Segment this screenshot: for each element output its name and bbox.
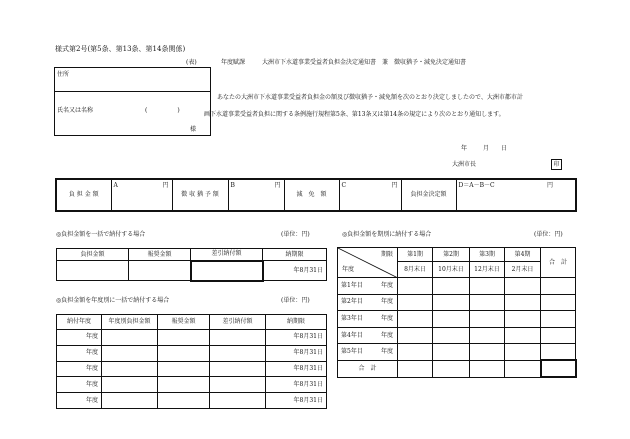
yearly-header: 年度別負担金額 bbox=[102, 315, 158, 330]
futan-label: 負 担 金 額 bbox=[56, 179, 111, 211]
yearly-year: 年度 bbox=[57, 377, 102, 393]
date-month: 月 bbox=[483, 145, 490, 152]
a-mark: A bbox=[113, 182, 118, 189]
c-yen: 円 bbox=[391, 182, 398, 189]
date-day: 日 bbox=[501, 145, 508, 152]
header-prefix: (表) bbox=[186, 59, 197, 66]
yearly-deadline: 年8月31日 bbox=[266, 393, 327, 409]
lump-table bbox=[56, 248, 327, 282]
sama-label: 様 bbox=[190, 126, 197, 133]
install-period: 第4期 bbox=[505, 248, 541, 262]
install-period: 第2期 bbox=[433, 248, 470, 262]
install-sum-label: 合 計 bbox=[338, 360, 398, 377]
menjo-label: 減 免 額 bbox=[284, 179, 339, 211]
lump-header: 納期限 bbox=[263, 249, 327, 261]
yearly-header: 納期限 bbox=[266, 315, 327, 330]
install-total-header: 合 計 bbox=[541, 248, 576, 278]
lump-header: 報奨金額 bbox=[129, 249, 191, 261]
formula: D＝A－B－C bbox=[458, 182, 495, 189]
header-year: 年度賦課 bbox=[221, 59, 246, 66]
install-row-label: 第2年目 bbox=[341, 298, 363, 306]
install-row-label: 第4年目 bbox=[341, 331, 363, 339]
install-kigen: 期限 bbox=[380, 251, 393, 258]
summary-table bbox=[55, 178, 577, 212]
name-paren: ( ) bbox=[145, 107, 180, 114]
d-yen: 円 bbox=[546, 182, 553, 189]
date-year: 年 bbox=[461, 145, 468, 152]
seal-mark: 印 bbox=[551, 159, 562, 170]
yearly-table bbox=[56, 314, 327, 409]
install-period: 第1期 bbox=[398, 248, 433, 262]
kettei-label: 負担金決定額 bbox=[401, 179, 456, 211]
install-date: 8月末日 bbox=[398, 262, 433, 278]
lump-header: 差引納付額 bbox=[191, 249, 263, 261]
install-corner bbox=[338, 248, 398, 278]
install-date: 10月末日 bbox=[433, 262, 470, 278]
yearly-title: ◎負担金額を年度別に一括で納付する場合 bbox=[56, 297, 170, 304]
install-period: 第3期 bbox=[470, 248, 505, 262]
lump-header: 負担金額 bbox=[57, 249, 129, 261]
yuyo-label: 徴 収 猶 予 額 bbox=[172, 179, 228, 211]
yearly-unit: (単位：円) bbox=[281, 297, 310, 304]
address-label: 住所 bbox=[57, 71, 70, 78]
yearly-deadline: 年8月31日 bbox=[266, 345, 327, 361]
address-box bbox=[54, 67, 211, 136]
install-nendo: 年度 bbox=[342, 266, 355, 273]
name-label: 氏名又は名称 bbox=[57, 107, 94, 114]
mayor-label: 大洲市長 bbox=[452, 161, 477, 168]
install-row-year: 年度 bbox=[380, 348, 393, 356]
yearly-deadline: 年8月31日 bbox=[266, 377, 327, 393]
install-date: 2月末日 bbox=[505, 262, 541, 278]
install-row-year: 年度 bbox=[380, 314, 393, 322]
install-title: ◎負担金額を期別に納付する場合 bbox=[342, 231, 432, 238]
install-table bbox=[337, 247, 577, 378]
lump-title: ◎負担金額を一括で納付する場合 bbox=[56, 231, 146, 238]
a-yen: 円 bbox=[162, 182, 169, 189]
install-row-year: 年度 bbox=[380, 281, 393, 289]
yearly-year: 年度 bbox=[57, 393, 102, 409]
lump-unit: (単位：円) bbox=[281, 231, 310, 238]
yearly-deadline: 年8月31日 bbox=[266, 361, 327, 377]
lump-deadline: 年8月31日 bbox=[263, 261, 327, 281]
install-unit: (単位：円) bbox=[534, 231, 563, 238]
install-date: 12月末日 bbox=[470, 262, 505, 278]
install-row-year: 年度 bbox=[380, 331, 393, 339]
install-row-label: 第3年目 bbox=[341, 314, 363, 322]
install-row-label: 第1年目 bbox=[341, 281, 363, 289]
yearly-year: 年度 bbox=[57, 361, 102, 377]
install-row-year: 年度 bbox=[380, 298, 393, 306]
form-number: 様式第2号(第5条、第13条、第14条関係) bbox=[55, 45, 186, 53]
yearly-year: 年度 bbox=[57, 330, 102, 346]
notice-line-1: あなたの大洲市下水道事業受益者負担金の額及び徴収猶予・減免額を次のとおり決定しましたので、大洲市都市計 bbox=[217, 94, 523, 101]
install-row-label: 第5年目 bbox=[341, 348, 363, 356]
yearly-header: 差引納付額 bbox=[210, 315, 266, 330]
b-mark: B bbox=[230, 182, 235, 189]
header-title: 大洲市下水道事業受益者負担金決定通知書 兼 徴収猶予・減免決定通知書 bbox=[262, 59, 467, 66]
c-mark: C bbox=[341, 182, 347, 189]
yearly-header: 報奨金額 bbox=[158, 315, 210, 330]
yearly-header: 納付年度 bbox=[57, 315, 102, 330]
notice-line-2: 画下水道事業受益者負担に関する条例施行規程第5条、第13条又は第14条の規定により次のとおり通知します。 bbox=[204, 111, 505, 118]
yearly-deadline: 年8月31日 bbox=[266, 330, 327, 346]
b-yen: 円 bbox=[274, 182, 281, 189]
yearly-year: 年度 bbox=[57, 345, 102, 361]
